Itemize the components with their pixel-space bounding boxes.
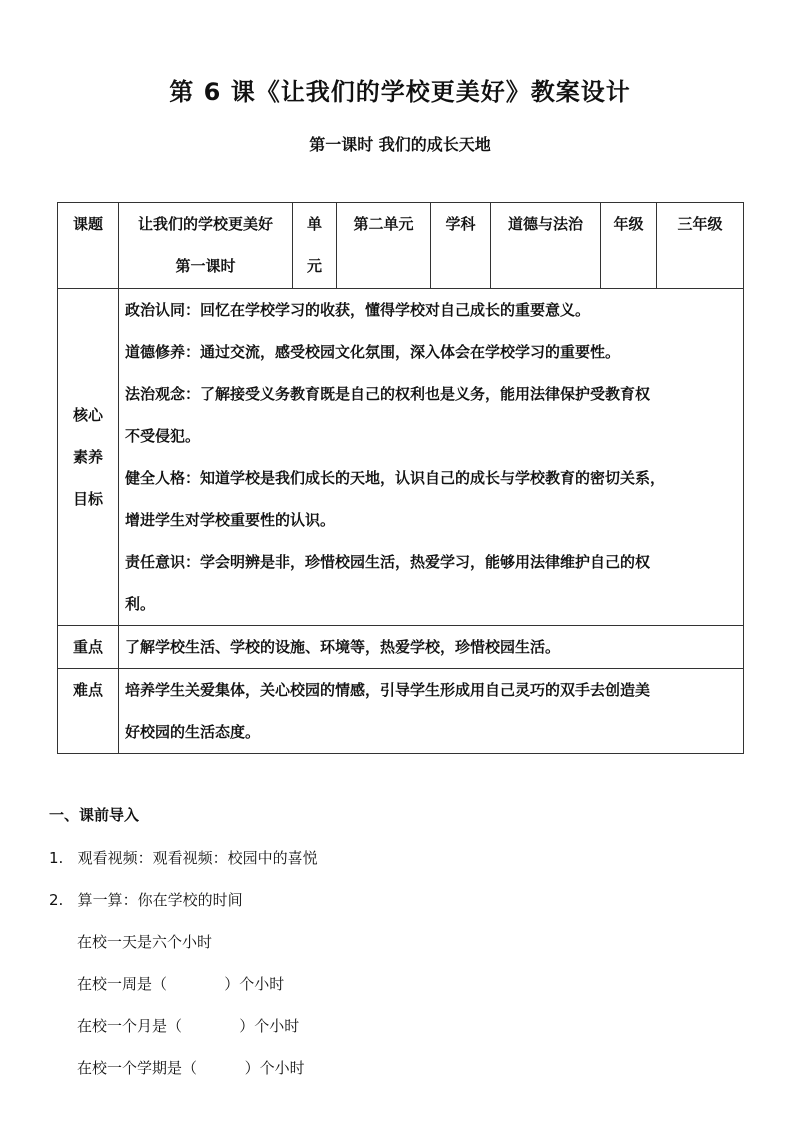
topic-line-2: 第一课时	[175, 257, 236, 275]
lesson-plan-table	[57, 202, 744, 754]
subject-value: 道德与法治	[491, 203, 601, 289]
goal-line: 责任意识：学会明辨是非，珍惜校园生活，热爱学习，能够用法律维护自己的权	[125, 553, 651, 571]
goal-line: 健全人格：知道学校是我们成长的天地，认识自己的成长与学校教育的密切关系，	[125, 469, 666, 487]
table-row-goals	[58, 289, 744, 626]
goal-line: 法治观念：了解接受义务教育既是自己的权利也是义务，能用法律保护受教育权	[125, 385, 651, 403]
document-subtitle: 第一课时 我们的成长天地	[309, 135, 491, 154]
list-subitem: 在校一个月是（ ）个小时	[77, 1017, 300, 1035]
difficulty-line: 好校园的生活态度。	[125, 723, 261, 741]
label-subject: 学科	[431, 203, 491, 289]
table-row-difficulty	[58, 669, 744, 754]
document-title: 第 6 课《让我们的学校更美好》教案设计	[169, 78, 631, 106]
label-key-point: 重点	[58, 626, 119, 669]
topic-line-1: 让我们的学校更美好	[137, 215, 273, 233]
label-goals: 核心 素养 目标	[58, 289, 119, 626]
goal-line: 政治认同：回忆在学校学习的收获，懂得学校对自己成长的重要意义。	[125, 301, 591, 319]
goals-content	[119, 289, 744, 626]
goal-line: 增进学生对学校重要性的认识。	[125, 511, 336, 529]
label-grade: 年级	[601, 203, 657, 289]
topic-cell	[119, 203, 293, 289]
label-unit: 单 元	[293, 203, 337, 289]
list-item: 2. 算一算：你在学校的时间	[49, 891, 243, 909]
grade-value: 三年级	[657, 203, 744, 289]
section-heading: 一、课前导入	[49, 806, 140, 824]
list-subitem: 在校一周是（ ）个小时	[77, 975, 285, 993]
table-row-header	[58, 203, 744, 289]
unit-value: 第二单元	[337, 203, 431, 289]
difficulty-content	[119, 669, 744, 754]
difficulty-line: 培养学生关爱集体，关心校园的情感，引导学生形成用自己灵巧的双手去创造美	[125, 681, 651, 699]
table-row-key-point	[58, 626, 744, 669]
goal-line: 不受侵犯。	[125, 427, 201, 445]
key-point-text: 了解学校生活、学校的设施、环境等，热爱学校，珍惜校园生活。	[119, 626, 744, 669]
label-difficulty: 难点	[58, 669, 119, 754]
list-subitem: 在校一天是六个小时	[77, 933, 213, 951]
goal-line: 利。	[125, 595, 156, 613]
list-subitem: 在校一个学期是（ ）个小时	[77, 1059, 305, 1077]
list-item: 1. 观看视频：观看视频：校园中的喜悦	[49, 849, 318, 867]
label-topic: 课题	[58, 203, 119, 289]
goal-line: 道德修养：通过交流，感受校园文化氛围，深入体会在学校学习的重要性。	[125, 343, 621, 361]
